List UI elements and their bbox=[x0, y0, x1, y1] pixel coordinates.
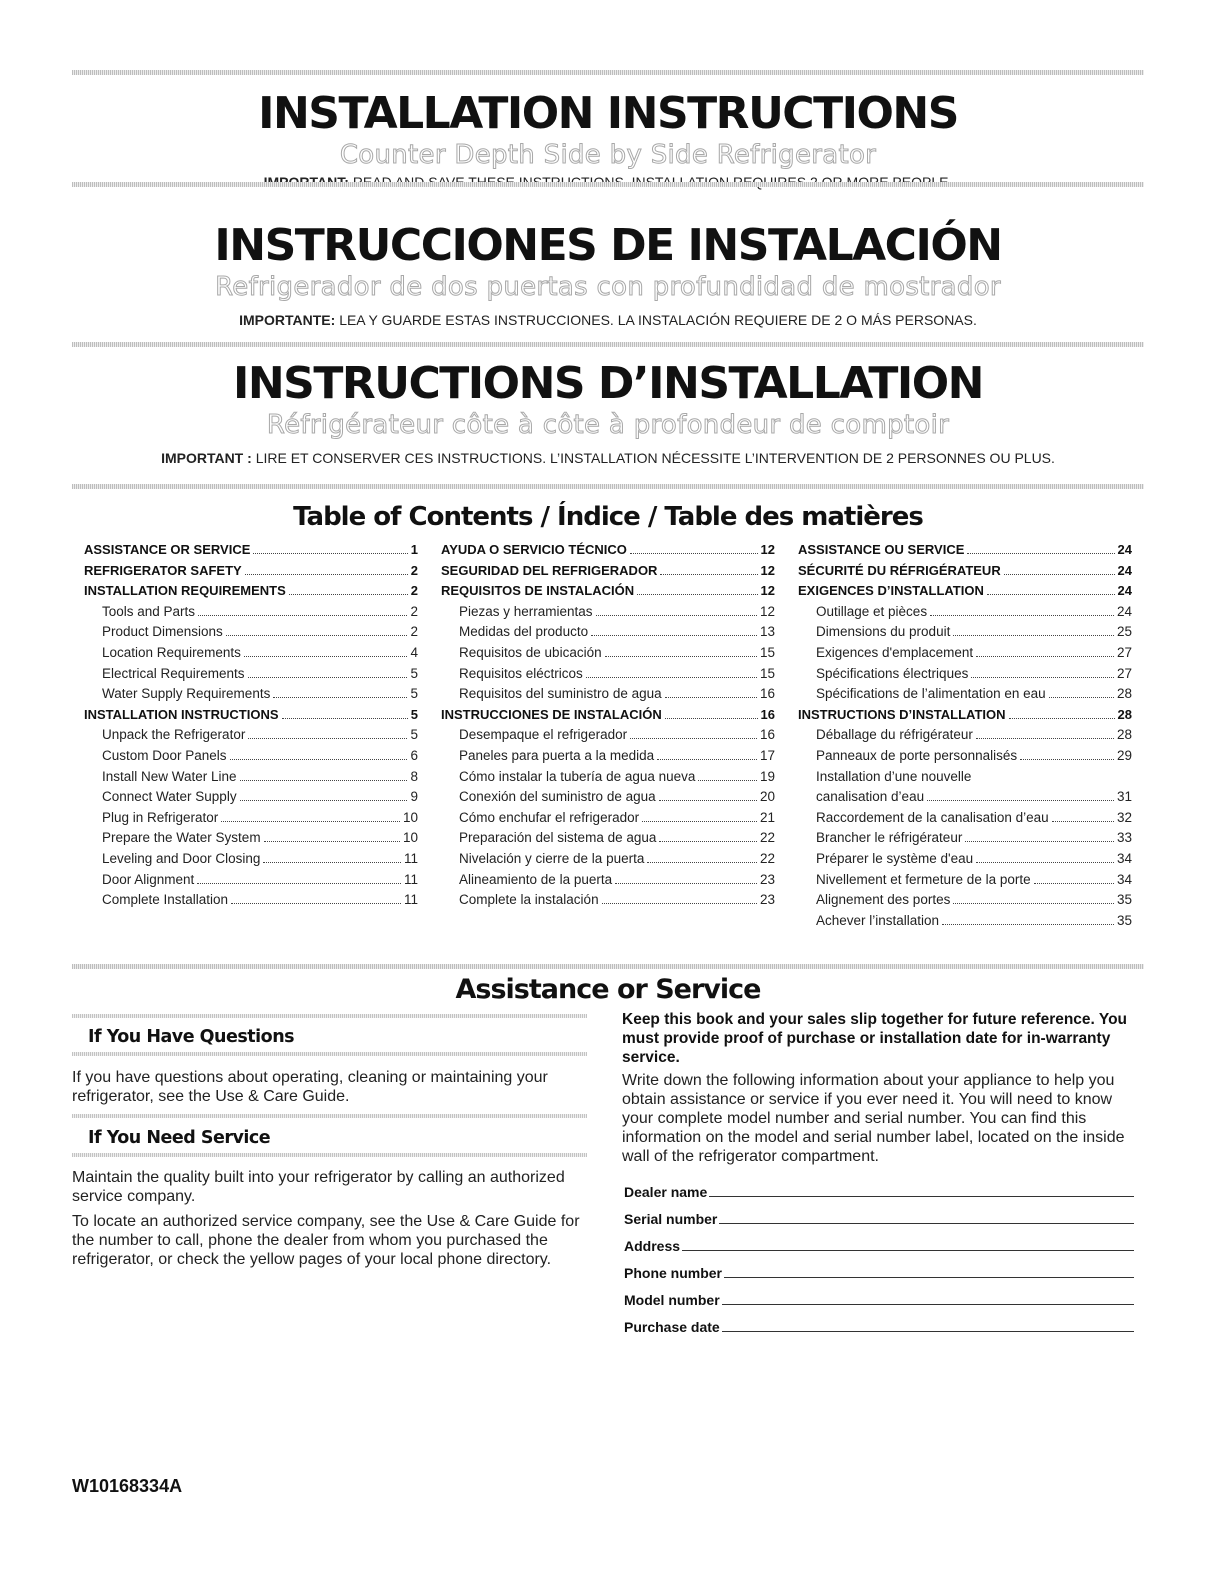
toc-entry[interactable]: Dimensions du produit 25 bbox=[816, 624, 1132, 640]
toc-entry[interactable]: Nivellement et fermeture de la porte 34 bbox=[816, 871, 1132, 887]
toc-entry[interactable]: Déballage du réfrigérateur 28 bbox=[816, 727, 1132, 743]
toc-entry[interactable]: Spécifications électriques 27 bbox=[816, 665, 1132, 681]
toc-entry[interactable]: ASSISTANCE OR SERVICE 1 bbox=[84, 542, 418, 557]
document-code: W10168334A bbox=[72, 1476, 183, 1496]
phone-number-field[interactable] bbox=[624, 1263, 1134, 1281]
toc-entry[interactable]: Door Alignment 11 bbox=[102, 871, 418, 887]
toc-entry[interactable]: Piezas y herramientas 12 bbox=[459, 603, 775, 619]
header-french bbox=[72, 358, 1144, 468]
service-text-1: Maintain the quality built into your refrigerator by calling an authorized service company. bbox=[72, 1169, 565, 1205]
keep-book-notice: Keep this book and your sales slip together for future reference. You must provide proof of purchase or installation date for in-warranty service. bbox=[622, 1011, 1128, 1066]
toc-entry[interactable]: Complete Installation 11 bbox=[102, 892, 418, 908]
important-french bbox=[72, 448, 1144, 468]
header-english bbox=[72, 88, 1144, 192]
toc-entry[interactable]: INSTALLATION INSTRUCTIONS 5 bbox=[84, 706, 418, 722]
toc-entry[interactable]: INSTRUCCIONES DE INSTALACIÓN 16 bbox=[441, 706, 775, 722]
toc-entry[interactable]: Prepare the Water System 10 bbox=[102, 830, 418, 846]
toc-entry[interactable]: Desempaque el refrigerador 16 bbox=[459, 727, 775, 743]
toc-entry[interactable]: Electrical Requirements 5 bbox=[102, 665, 418, 681]
toc-entry[interactable]: Raccordement de la canalisation d’eau 32 bbox=[816, 809, 1132, 825]
toc-column-french bbox=[798, 540, 1132, 931]
toc-entry[interactable]: Conexión del suministro de agua 20 bbox=[459, 789, 775, 805]
subsection-rule bbox=[72, 1014, 587, 1018]
toc-entry-line1[interactable]: Installation d’une nouvelle bbox=[816, 768, 972, 784]
toc-entry[interactable]: Alineamiento de la puerta 23 bbox=[459, 871, 775, 887]
toc-entry[interactable]: ASSISTANCE OU SERVICE 24 bbox=[798, 542, 1132, 557]
important-text: LEA Y GUARDE ESTAS INSTRUCCIONES. LA INSTALACIÓN REQUIERE DE 2 O MÁS PERSONAS. bbox=[339, 312, 977, 328]
section-title-assistance: Assistance or Service bbox=[455, 974, 761, 1005]
subtitle-french: Réfrigérateur côte à côte à profondeur de comptoir bbox=[266, 410, 950, 440]
toc-entry[interactable]: Install New Water Line 8 bbox=[102, 768, 418, 784]
subsection-rule bbox=[72, 1052, 587, 1056]
toc-entry[interactable]: Medidas del producto 13 bbox=[459, 624, 775, 640]
toc-entry[interactable]: Cómo instalar la tubería de agua nueva 19 bbox=[459, 768, 775, 784]
toc-entry[interactable]: Product Dimensions 2 bbox=[102, 624, 418, 640]
toc-entry[interactable]: Achever l’installation 35 bbox=[816, 912, 1132, 928]
field-label: Purchase date bbox=[624, 1319, 720, 1335]
field-label: Address bbox=[624, 1238, 681, 1254]
toc-column-english bbox=[84, 540, 418, 911]
toc-entry[interactable]: Water Supply Requirements 5 bbox=[102, 686, 418, 702]
toc-entry[interactable]: Tools and Parts 2 bbox=[102, 603, 418, 619]
toc-entry[interactable]: SÉCURITÉ DU RÉFRIGÉRATEUR 24 bbox=[798, 562, 1132, 578]
service-text-2: To locate an authorized service company, see the Use & Care Guide for the number to call, phone the dealer from whom you purchased the refrigerator, or check the yellow pages of your local phone directory. bbox=[72, 1213, 580, 1268]
toc-entry[interactable]: Preparación del sistema de agua 22 bbox=[459, 830, 775, 846]
subtitle-spanish: Refrigerador de dos puertas con profundidad de mostrador bbox=[215, 272, 1001, 302]
toc-entry[interactable]: INSTRUCTIONS D’INSTALLATION 28 bbox=[798, 706, 1132, 722]
toc-entry[interactable]: INSTALLATION REQUIREMENTS 2 bbox=[84, 583, 418, 599]
toc-entry[interactable]: Paneles para puerta a la medida 17 bbox=[459, 747, 775, 763]
dealer-name-field[interactable] bbox=[624, 1182, 1134, 1200]
subtitle-english: Counter Depth Side by Side Refrigerator bbox=[339, 140, 877, 170]
toc-entry[interactable]: Requisitos eléctricos 15 bbox=[459, 665, 775, 681]
field-label: Serial number bbox=[624, 1211, 718, 1227]
top-rule bbox=[72, 70, 1144, 75]
toc-entry[interactable]: Plug in Refrigerator 10 bbox=[102, 809, 418, 825]
toc-entry[interactable]: REFRIGERATOR SAFETY 2 bbox=[84, 562, 418, 578]
toc-column-spanish bbox=[441, 540, 775, 911]
address-field[interactable] bbox=[624, 1236, 1134, 1254]
toc-entry[interactable]: REQUISITOS DE INSTALACIÓN 12 bbox=[441, 583, 775, 599]
toc-entry[interactable]: Alignement des portes 35 bbox=[816, 892, 1132, 908]
purchase-date-field[interactable] bbox=[624, 1317, 1134, 1335]
toc-entry[interactable]: AYUDA O SERVICIO TÉCNICO 12 bbox=[441, 542, 775, 557]
divider-rule bbox=[72, 484, 1144, 489]
header-spanish bbox=[72, 220, 1144, 330]
divider-rule bbox=[72, 182, 1144, 187]
important-spanish bbox=[72, 310, 1144, 330]
subsection-rule bbox=[72, 1153, 587, 1157]
divider-rule bbox=[72, 964, 1144, 969]
subsection-rule bbox=[72, 1114, 587, 1118]
field-label: Phone number bbox=[624, 1265, 723, 1281]
toc-title: Table of Contents / Índice / Table des matières bbox=[293, 502, 923, 532]
heading-questions: If You Have Questions bbox=[88, 1027, 295, 1047]
important-text: LIRE ET CONSERVER CES INSTRUCTIONS. L’INSTALLATION NÉCESSITE L’INTERVENTION DE 2 PERSONNES OU PLUS. bbox=[255, 450, 1055, 466]
field-label: Model number bbox=[624, 1292, 720, 1308]
toc-entry[interactable]: Requisitos de ubicación 15 bbox=[459, 644, 775, 660]
toc-entry[interactable]: Leveling and Door Closing 11 bbox=[102, 850, 418, 866]
questions-text: If you have questions about operating, cleaning or maintaining your refrigerator, see the Use & Care Guide. bbox=[72, 1069, 548, 1105]
toc-entry[interactable]: Location Requirements 4 bbox=[102, 644, 418, 660]
toc-entry[interactable]: Complete la instalación 23 bbox=[459, 892, 775, 908]
toc-entry[interactable]: Connect Water Supply 9 bbox=[102, 789, 418, 805]
heading-service: If You Need Service bbox=[88, 1128, 271, 1148]
model-number-field[interactable] bbox=[624, 1290, 1134, 1308]
write-down-text: Write down the following information about your appliance to help you obtain assistance or service if you ever need it. You will need to know your complete model number and serial number. You can find this information on the model and serial number label, located on the inside wall of the refrigerator compartment. bbox=[622, 1072, 1125, 1165]
toc-entry[interactable]: Nivelación y cierre de la puerta 22 bbox=[459, 850, 775, 866]
page-title-english: INSTALLATION INSTRUCTIONS bbox=[258, 88, 958, 139]
toc-entry[interactable]: EXIGENCES D’INSTALLATION 24 bbox=[798, 583, 1132, 599]
toc-entry[interactable]: Spécifications de l’alimentation en eau 28 bbox=[816, 686, 1132, 702]
important-label: IMPORTANT : bbox=[161, 450, 252, 466]
toc-entry[interactable]: SEGURIDAD DEL REFRIGERADOR 12 bbox=[441, 562, 775, 578]
toc-entry[interactable]: Exigences d'emplacement 27 bbox=[816, 644, 1132, 660]
toc-entry[interactable]: canalisation d’eau 31 bbox=[816, 789, 1132, 805]
page-title-spanish: INSTRUCCIONES DE INSTALACIÓN bbox=[214, 220, 1002, 271]
toc-entry[interactable]: Requisitos del suministro de agua 16 bbox=[459, 686, 775, 702]
toc-entry[interactable]: Brancher le réfrigérateur 33 bbox=[816, 830, 1132, 846]
important-label: IMPORTANTE: bbox=[239, 312, 336, 328]
serial-number-field[interactable] bbox=[624, 1209, 1134, 1227]
toc-entry[interactable]: Outillage et pièces 24 bbox=[816, 603, 1132, 619]
toc-entry[interactable]: Unpack the Refrigerator 5 bbox=[102, 727, 418, 743]
toc-entry[interactable]: Préparer le système d'eau 34 bbox=[816, 850, 1132, 866]
toc-entry[interactable]: Custom Door Panels 6 bbox=[102, 747, 418, 763]
divider-rule bbox=[72, 342, 1144, 347]
field-label: Dealer name bbox=[624, 1184, 708, 1200]
toc-entry[interactable]: Panneaux de porte personnalisés 29 bbox=[816, 747, 1132, 763]
page-title-french: INSTRUCTIONS D’INSTALLATION bbox=[232, 358, 984, 409]
toc-entry[interactable]: Cómo enchufar el refrigerador 21 bbox=[459, 809, 775, 825]
